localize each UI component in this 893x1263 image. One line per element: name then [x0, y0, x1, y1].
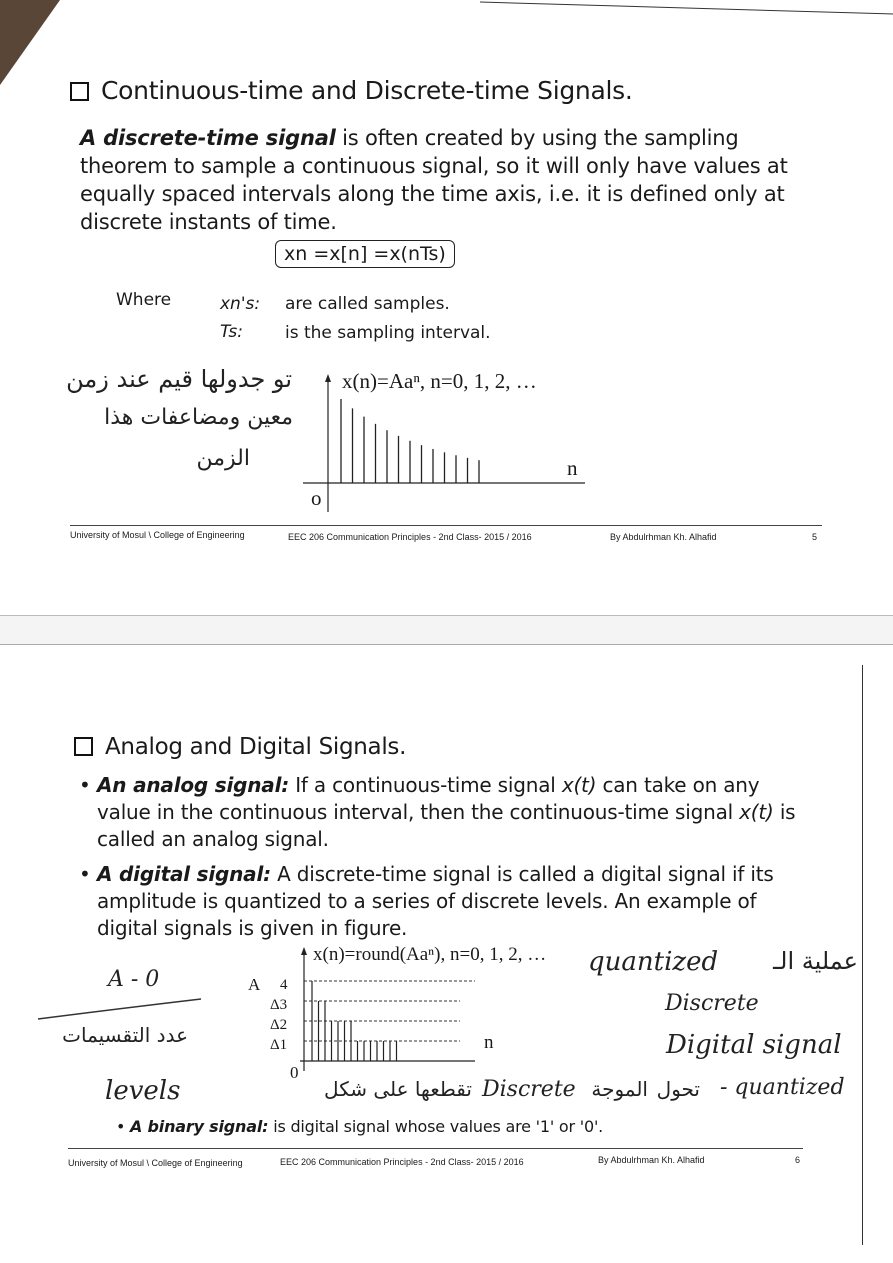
chart1-x-label: n	[567, 456, 578, 480]
handwritten-note-ar-b3: تحول	[656, 1077, 700, 1101]
footer-institution: University of Mosul \ College of Engineering	[70, 530, 245, 540]
definition-paragraph: A discrete-time signal is often created by using the sampling theorem to sample a continuous signal, so it will only have values at equally spaced intervals along the time axis, i.e. it is defined only at discrete instants of time.	[80, 126, 788, 234]
bullet-digital-signal: • A digital signal: A discrete-time signal is called a digital signal if its amplitude is quantized to a series of discrete levels. An example of digital signals is given in figure.	[79, 862, 774, 940]
chart2-level-label-4: 4	[280, 977, 288, 993]
def-interval-symbol: Ts:	[220, 322, 243, 342]
handwritten-a-minus-o: A - 0	[108, 967, 160, 992]
footer-course: EEC 206 Communication Principles - 2nd Class- 2015 / 2016	[280, 1157, 524, 1167]
footer-course: EEC 206 Communication Principles - 2nd Class- 2015 / 2016	[288, 532, 532, 542]
chart1-title: x(n)=Aaⁿ, n=0, 1, 2, …	[342, 369, 537, 393]
footer-page-number: 6	[795, 1155, 801, 1165]
handwritten-note-ar-r1: عملية الـ	[773, 947, 858, 975]
handwritten-note-ar-b1: تقطعها على شكل	[324, 1077, 472, 1101]
footer-institution: University of Mosul \ College of Engineering	[68, 1158, 243, 1168]
checkbox-bullet-icon	[70, 82, 89, 101]
handwritten-note-ar-b2: الموجة	[591, 1077, 648, 1101]
handwritten-note-ar-2: معين ومضاعفات هذا	[104, 405, 293, 430]
chart1-y-arrow	[325, 374, 331, 382]
handwritten-discrete: Discrete	[665, 991, 759, 1016]
chart2-origin: 0	[290, 1063, 299, 1082]
binding-corner	[0, 0, 60, 85]
chart1-plot	[300, 370, 590, 515]
slide-page-5	[0, 0, 893, 615]
chart2-level-label-a: A	[248, 975, 261, 994]
page-gap	[0, 615, 893, 645]
chart1-origin: o	[311, 486, 322, 510]
handwritten-discrete-bottom: Discrete	[482, 1077, 576, 1102]
footer-divider	[70, 525, 822, 526]
footer-author: By Abdulrhman Kh. Alhafid	[610, 532, 717, 542]
where-label: Where	[116, 290, 172, 310]
footer-author: By Abdulrhman Kh. Alhafid	[598, 1155, 705, 1165]
chart2-y-arrow	[301, 947, 307, 955]
top-edge-line	[480, 0, 893, 20]
chart2-title: x(n)=round(Aaⁿ), n=0, 1, 2, …	[313, 944, 547, 965]
footer-page-number: 5	[812, 532, 818, 542]
handwritten-quantized: quantized	[588, 947, 719, 977]
chart2-plot	[290, 943, 520, 1078]
def-interval-text: is the sampling interval.	[285, 323, 491, 343]
chart2-level-label-3: Δ3	[270, 997, 288, 1013]
def-samples-symbol: xn's:	[220, 294, 261, 314]
bullet-analog-signal: • An analog signal: If a continuous-time signal x(t) can take on any value in the continuous interval, then the continuous-time signal x(t) is called an analog signal.	[79, 773, 796, 851]
section-heading: Analog and Digital Signals.	[74, 734, 406, 760]
checkbox-bullet-icon	[74, 737, 93, 756]
chart2-level-lines	[304, 981, 475, 1041]
handwritten-note-ar-l1: عدد التقسيمات	[62, 1023, 188, 1047]
section-heading: Continuous-time and Discrete-time Signals.	[70, 76, 633, 105]
bullet-binary-signal: • A binary signal: is digital signal whose values are '1' or '0'.	[116, 1117, 604, 1136]
handwritten-digital-signal: Digital signal	[666, 1030, 842, 1060]
chart2-level-label-1: Δ1	[270, 1037, 288, 1053]
sampling-formula: xn =x[n] =x(nTs)	[275, 240, 455, 268]
footer-divider	[68, 1148, 803, 1149]
right-edge-line	[862, 665, 863, 1245]
handwritten-levels: levels	[105, 1076, 181, 1106]
chart2-level-label-2: Δ2	[270, 1017, 288, 1033]
handwritten-quantized-bottom: - quantized	[720, 1075, 845, 1100]
chart2-x-label: n	[484, 1032, 494, 1053]
slide-page-6	[0, 645, 893, 1263]
handwritten-note-ar-3: الزمن	[196, 446, 250, 471]
chart1-stems	[341, 399, 479, 483]
handwritten-note-ar-1: تو جدولها قيم عند زمن	[66, 365, 292, 393]
def-samples-text: are called samples.	[285, 294, 450, 314]
